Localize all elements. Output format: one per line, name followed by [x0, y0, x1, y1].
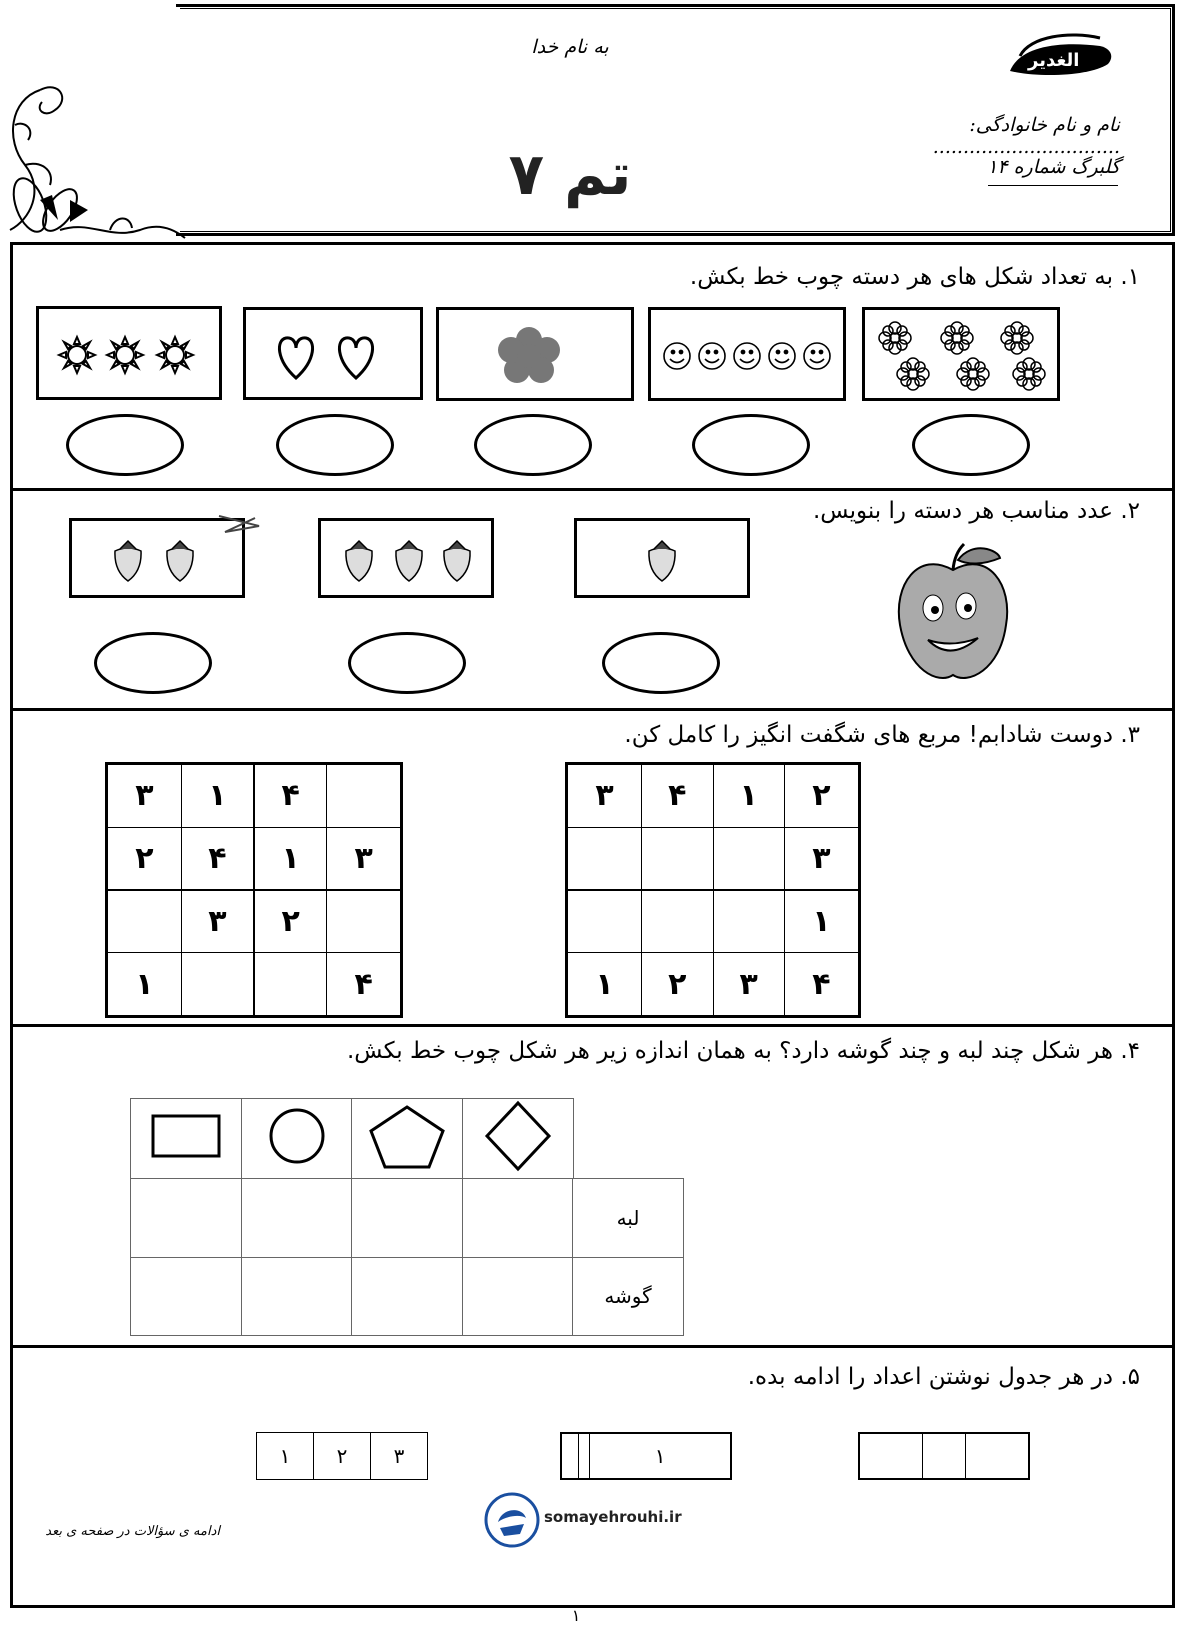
magic-square-right: [565, 762, 861, 1018]
number-cell[interactable]: [859, 1433, 923, 1479]
answer-cell[interactable]: [241, 1179, 352, 1258]
strawberry-icon: [396, 541, 422, 581]
answer-cell[interactable]: [241, 1257, 352, 1336]
answer-oval[interactable]: [602, 632, 720, 694]
number-table-right: [858, 1432, 1030, 1480]
question-1-text: ۱. به تعداد شکل های هر دسته چوب خط بکش.: [689, 264, 1140, 290]
smiley-icon: [664, 343, 690, 369]
smiley-shapes: [651, 310, 843, 398]
sun-shapes: [39, 309, 219, 397]
grid-cell[interactable]: [713, 827, 784, 890]
bismillah: به نام خدا: [531, 36, 609, 58]
strawberry-shapes: [577, 521, 747, 595]
strawberry-icon: [346, 541, 372, 581]
grid-cell[interactable]: ۲: [254, 890, 327, 953]
shape-cell: [352, 1099, 463, 1179]
grid-cell[interactable]: [107, 890, 182, 953]
section-divider: [10, 488, 1175, 491]
grid-cell[interactable]: ۳: [784, 827, 859, 890]
site-url[interactable]: somayehrouhi.ir: [544, 1508, 682, 1526]
grid-cell[interactable]: [642, 890, 713, 953]
grid-cell[interactable]: ۱: [784, 890, 859, 953]
circle-icon: [262, 1104, 332, 1168]
grid-cell[interactable]: ۲: [107, 827, 182, 890]
flower-outline-icon: [941, 322, 973, 354]
number-cell[interactable]: [965, 1433, 1029, 1479]
row-label-corners: گوشه: [573, 1257, 684, 1336]
grid-cell[interactable]: [642, 827, 713, 890]
strawberry-group-box: [318, 518, 494, 598]
number-cell[interactable]: ۱: [590, 1433, 731, 1479]
smiley-icon: [769, 343, 795, 369]
answer-oval[interactable]: [912, 414, 1030, 476]
sun-group-box: [36, 306, 222, 400]
grid-cell[interactable]: ۴: [642, 764, 713, 828]
rhombus-icon: [483, 1099, 553, 1173]
heart-shapes: [246, 310, 420, 397]
grid-cell[interactable]: [181, 953, 254, 1017]
page-number: ۱: [571, 1606, 581, 1625]
answer-cell[interactable]: [131, 1179, 242, 1258]
paperclip-icon: [215, 508, 265, 538]
strawberry-group-box: [574, 518, 750, 598]
pentagon-icon: [365, 1101, 449, 1171]
gray-flower-icon: [498, 327, 560, 383]
answer-oval[interactable]: [66, 414, 184, 476]
number-cell[interactable]: [561, 1433, 578, 1479]
flower-outline-icon: [879, 322, 911, 354]
strawberry-icon: [649, 541, 675, 581]
grid-cell[interactable]: [327, 764, 402, 828]
school-logo: [1000, 26, 1120, 86]
grid-cell[interactable]: [567, 827, 642, 890]
shape-cell: [463, 1099, 574, 1179]
shape-cell: [131, 1099, 242, 1179]
number-cell[interactable]: [578, 1433, 590, 1479]
smiley-group-box: [648, 307, 846, 401]
section-divider: [10, 708, 1175, 711]
question-4-text: ۴. هر شکل چند لبه و چند گوشه دارد؟ به همان اندازه زیر هر شکل چوب خط بکش.: [346, 1038, 1140, 1064]
number-table-middle: [560, 1432, 732, 1480]
grid-cell[interactable]: ۴: [181, 827, 254, 890]
question-5-text: ۵. در هر جدول نوشتن اعداد را ادامه بده.: [747, 1364, 1140, 1390]
sun-icon: [157, 337, 193, 373]
rectangle-icon: [146, 1106, 226, 1166]
flower-shapes: [865, 310, 1057, 398]
smiley-icon: [734, 343, 760, 369]
question-3-text: ۳. دوست شادابم! مربع های شگفت انگیز را کامل کن.: [624, 722, 1140, 748]
grid-cell[interactable]: ۳: [327, 827, 402, 890]
answer-cell[interactable]: [462, 1179, 573, 1258]
flower-group-box: [862, 307, 1060, 401]
number-cell[interactable]: ۱: [257, 1433, 314, 1480]
heart-icon: [339, 338, 372, 378]
grid-cell[interactable]: [254, 953, 327, 1017]
number-cell[interactable]: [923, 1433, 966, 1479]
strawberry-icon: [444, 541, 470, 581]
logo-text: الغدیر: [1028, 50, 1080, 71]
gray-flower-group-box: [436, 307, 634, 401]
section-divider: [10, 1024, 1175, 1027]
grid-cell[interactable]: ۱: [107, 953, 182, 1017]
grid-cell[interactable]: ۳: [713, 953, 784, 1017]
smiley-icon: [699, 343, 725, 369]
grid-cell[interactable]: ۱: [254, 827, 327, 890]
theme-title: تم ۷: [508, 140, 632, 208]
grid-cell[interactable]: [567, 890, 642, 953]
answer-oval[interactable]: [348, 632, 466, 694]
heart-icon: [279, 338, 312, 378]
grid-cell[interactable]: ۴: [784, 953, 859, 1017]
site-logo-icon: [484, 1492, 540, 1548]
sun-icon: [59, 337, 95, 373]
row-label-edges: لبه: [573, 1179, 684, 1258]
question-2-text: ۲. عدد مناسب هر دسته را بنویس.: [812, 498, 1140, 524]
grid-cell[interactable]: ۳: [567, 764, 642, 828]
strawberry-icon: [115, 541, 141, 581]
answer-cell[interactable]: [352, 1179, 463, 1258]
strawberry-shapes: [321, 521, 491, 595]
grid-cell[interactable]: ۴: [327, 953, 402, 1017]
flower-outline-icon: [897, 358, 929, 390]
number-table-left: [256, 1432, 428, 1480]
gray-flower-shape: [439, 310, 631, 398]
grid-cell[interactable]: ۳: [181, 890, 254, 953]
grid-cell[interactable]: ۲: [642, 953, 713, 1017]
answer-oval[interactable]: [276, 414, 394, 476]
grid-cell[interactable]: ۱: [567, 953, 642, 1017]
shape-cell: [241, 1099, 352, 1179]
number-cell[interactable]: ۲: [314, 1433, 371, 1480]
sheet-number: گلبرگ شماره ۱۴: [987, 156, 1120, 178]
answer-oval[interactable]: [474, 414, 592, 476]
smiley-icon: [804, 343, 830, 369]
answer-oval[interactable]: [94, 632, 212, 694]
flower-outline-icon: [957, 358, 989, 390]
apple-character-icon: [888, 540, 1018, 690]
strawberry-icon: [167, 541, 193, 581]
magic-square-left: [105, 762, 403, 1018]
section-divider: [10, 1345, 1175, 1348]
grid-cell[interactable]: ۱: [181, 764, 254, 828]
answer-cell[interactable]: [131, 1257, 242, 1336]
edges-corners-table: [130, 1178, 684, 1336]
flower-outline-icon: [1013, 358, 1045, 390]
grid-cell[interactable]: [713, 890, 784, 953]
number-cell[interactable]: ۳: [371, 1433, 428, 1480]
grid-cell[interactable]: ۳: [107, 764, 182, 828]
answer-oval[interactable]: [692, 414, 810, 476]
corner-ornament-icon: [0, 70, 190, 245]
heart-group-box: [243, 307, 423, 400]
flower-outline-icon: [1001, 322, 1033, 354]
shapes-row: [130, 1098, 574, 1179]
continue-note: ادامه ی سؤالات در صفحه ی بعد: [45, 1524, 220, 1539]
grid-cell[interactable]: ۱: [713, 764, 784, 828]
answer-cell[interactable]: [352, 1257, 463, 1336]
grid-cell[interactable]: ۲: [784, 764, 859, 828]
grid-cell[interactable]: [327, 890, 402, 953]
grid-cell[interactable]: ۴: [254, 764, 327, 828]
name-field-label: نام و نام خانوادگی: ...............................: [932, 114, 1120, 158]
sheet-underline: [988, 185, 1118, 186]
answer-cell[interactable]: [462, 1257, 573, 1336]
sun-icon: [107, 337, 143, 373]
